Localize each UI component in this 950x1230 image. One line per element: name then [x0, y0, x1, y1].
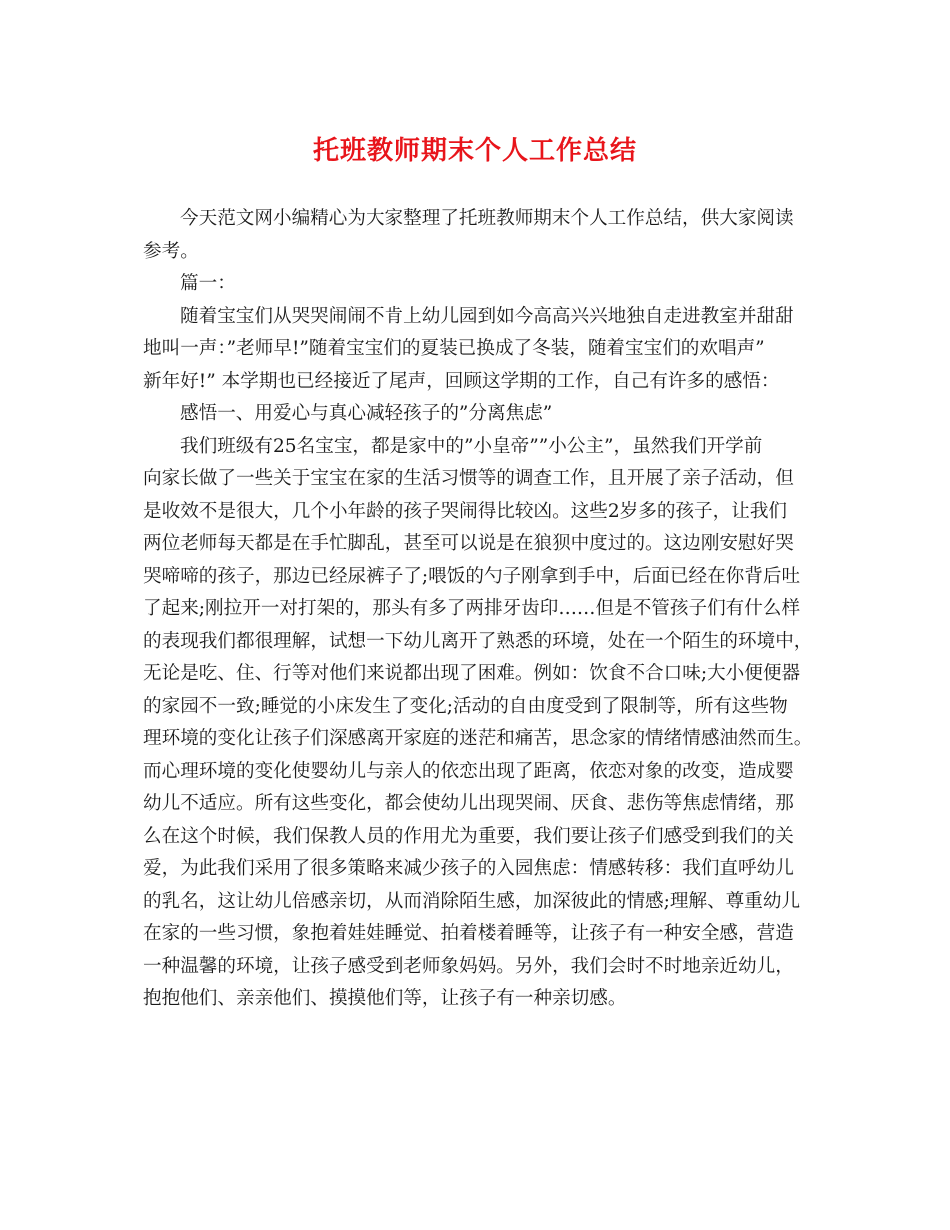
text-line: 么在这个时候，我们保教人员的作用尤为重要，我们要让孩子们感受到我们的关	[143, 825, 794, 847]
text-line: 在家的一些习惯，象抱着娃娃睡觉、拍着楼着睡等，让孩子有一种安全感，营造	[143, 923, 794, 944]
text-line: 随着宝宝们从哭哭闹闹不肯上幼儿园到如今高高兴兴地独自走进教室并甜甜	[180, 305, 794, 327]
document-body	[143, 203, 813, 1016]
opening-paragraph	[143, 301, 809, 399]
text-line: 的家园不一致;睡觉的小床发生了变化;活动的自由度受到了限制等，所有这些物	[143, 695, 788, 717]
text-line: 爱，为此我们采用了很多策略来减少孩子的入园焦虑：情感转移：我们直呼幼儿	[143, 858, 794, 879]
intro-paragraph	[143, 203, 809, 268]
text-line: 而心理环境的变化使婴幼儿与亲人的依恋出现了距离，依恋对象的改变，造成婴	[143, 760, 794, 782]
text-line: 今天范文网小编精心为大家整理了托班教师期末个人工作总结，供大家阅读	[180, 208, 794, 229]
text-line: 新年好!” 本学期也已经接近了尾声，回顾这学期的工作，自己有许多的感悟：	[143, 370, 780, 392]
text-line: 了起来;刚拉开一对打架的，那头有多了两排牙齿印……但是不管孩子们有什么样	[143, 598, 801, 619]
text-line: 无论是吃、住、行等对他们来说都出现了困难。例如：饮食不合口味;大小便便器	[143, 663, 801, 684]
text-line: 幼儿不适应。所有这些变化，都会使幼儿出现哭闹、厌食、悲伤等焦虑情绪，那	[143, 793, 794, 814]
text-line: 篇一：	[180, 273, 236, 294]
text-line: 参考。	[143, 240, 199, 262]
text-line: 理环境的变化让孩子们深感离开家庭的迷茫和痛苦，思念家的情绪情感油然而生。	[143, 728, 813, 749]
text-line: 感悟一、用爱心与真心减轻孩子的”分离焦虑”	[180, 403, 553, 424]
text-line: 向家长做了一些关于宝宝在家的生活习惯等的调查工作，且开展了亲子活动，但	[143, 468, 794, 489]
text-line: 两位老师每天都是在手忙脚乱，甚至可以说是在狼狈中度过的。这边刚安慰好哭	[143, 533, 794, 554]
text-line: 的乳名，这让幼儿倍感亲切，从而消除陌生感，加深彼此的情感;理解、尊重幼儿	[143, 890, 801, 912]
text-line: 是收效不是很大，几个小年龄的孩子哭闹得比较凶。这些2岁多的孩子，让我们	[143, 500, 788, 522]
text-line: 地叫一声：”老师早!”随着宝宝们的夏装已换成了冬装，随着宝宝们的欢唱声”	[143, 338, 765, 359]
text-line: 一种温馨的环境，让孩子感受到老师象妈妈。另外，我们会时不时地亲近幼儿，	[143, 955, 794, 977]
document-title: 托班教师期末个人工作总结	[312, 136, 637, 166]
insight-one-paragraph	[143, 431, 813, 1016]
text-line: 我们班级有25名宝宝，都是家中的”小皇帝””小公主”，虽然我们开学前	[180, 435, 763, 457]
insight-one-heading	[143, 398, 809, 431]
section-heading-part-one	[143, 268, 809, 301]
text-line: 的表现我们都很理解，试想一下幼儿离开了熟悉的环境，处在一个陌生的环境中，	[143, 630, 813, 652]
text-line: 哭啼啼的孩子，那边已经尿裤子了;喂饭的勺子刚拿到手中，后面已经在你背后吐	[143, 565, 801, 587]
text-line: 抱抱他们、亲亲他们、摸摸他们等，让孩子有一种亲切感。	[143, 988, 627, 1009]
